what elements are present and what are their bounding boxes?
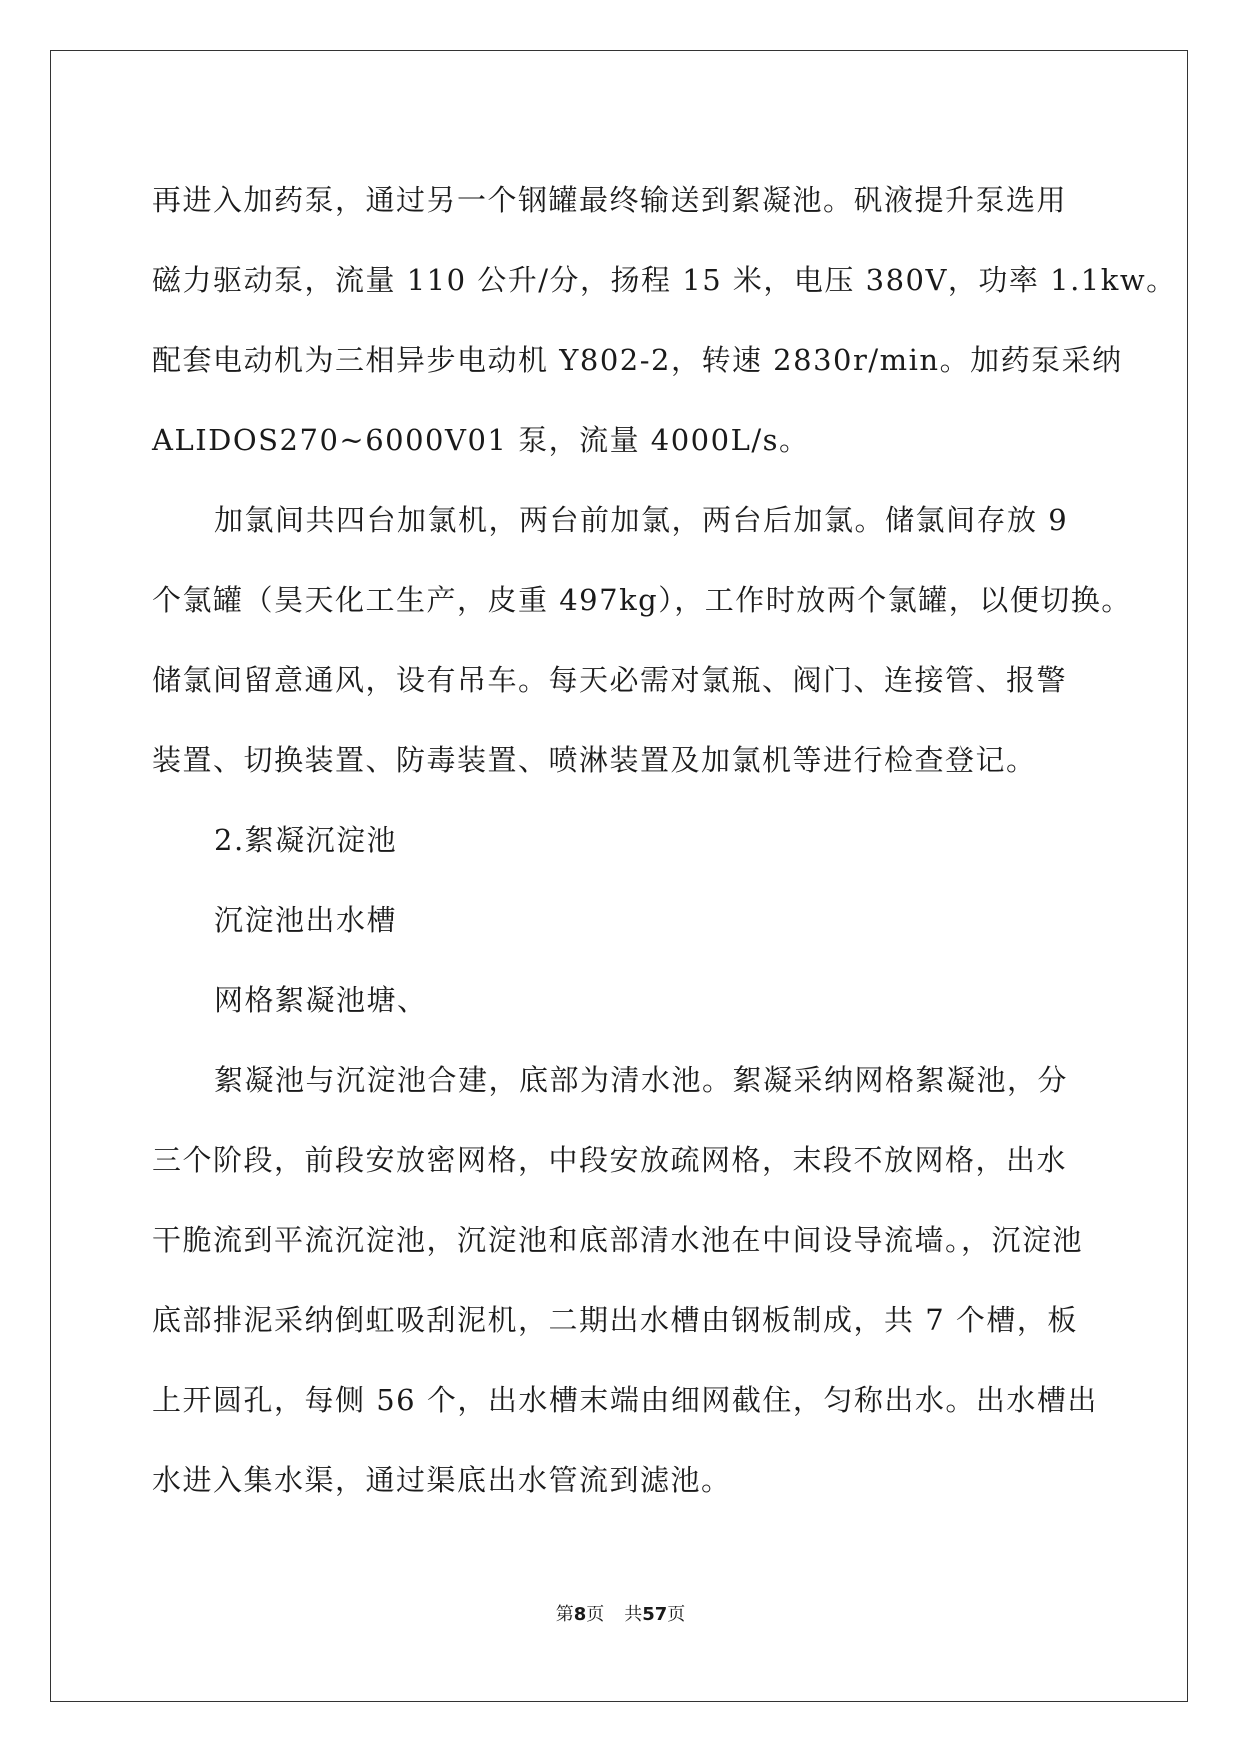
figure-caption: 网格絮凝池塘、 (214, 983, 428, 1017)
text-line: 个氯罐（昊天化工生产，皮重 497kg），工作时放两个氯罐，以便切换。 (152, 583, 1132, 617)
text-line: ALIDOS270~6000V01 泵，流量 4000L/s。 (152, 423, 810, 457)
text-line: 干脆流到平流沉淀池，沉淀池和底部清水池在中间设导流墙。，沉淀池 (152, 1223, 1084, 1257)
text-line: 水进入集水渠，通过渠底出水管流到滤池。 (152, 1463, 732, 1497)
text-line: 磁力驱动泵，流量 110 公升/分，扬程 15 米，电压 380V，功率 1.1kw。 (152, 263, 1177, 297)
page-suffix: 页 (586, 1604, 605, 1625)
section-heading: 2.絮凝沉淀池 (214, 823, 398, 857)
text-line: 底部排泥采纳倒虹吸刮泥机，二期出水槽由钢板制成，共 7 个槽，板 (152, 1303, 1078, 1337)
text-line: 储氯间留意通风，设有吊车。每天必需对氯瓶、阀门、连接管、报警 (152, 663, 1068, 697)
page-number: 8 (573, 1604, 587, 1625)
text-line: 上开圆孔，每侧 56 个，出水槽末端由细网截住，匀称出水。出水槽出 (152, 1383, 1098, 1417)
total-suffix: 页 (667, 1604, 686, 1625)
text-line: 三个阶段，前段安放密网格，中段安放疏网格，末段不放网格，出水 (152, 1143, 1068, 1177)
total-pages: 57 (642, 1604, 668, 1625)
page-footer (0, 1600, 1241, 1626)
document-body (152, 160, 1177, 1520)
total-prefix: 共 (624, 1604, 643, 1625)
paragraph-start-line: 加氯间共四台加氯机，两台前加氯，两台后加氯。储氯间存放 9 (214, 503, 1069, 537)
paragraph-start-line: 絮凝池与沉淀池合建，底部为清水池。絮凝采纳网格絮凝池，分 (214, 1063, 1069, 1097)
figure-caption: 沉淀池出水槽 (214, 903, 398, 937)
page-prefix: 第 (555, 1604, 574, 1625)
text-line: 装置、切换装置、防毒装置、喷淋装置及加氯机等进行检查登记。 (152, 743, 1037, 777)
text-line: 配套电动机为三相异步电动机 Y802-2，转速 2830r/min。加药泵采纳 (152, 343, 1123, 377)
text-line: 再进入加药泵，通过另一个钢罐最终输送到絮凝池。矾液提升泵选用 (152, 183, 1068, 217)
